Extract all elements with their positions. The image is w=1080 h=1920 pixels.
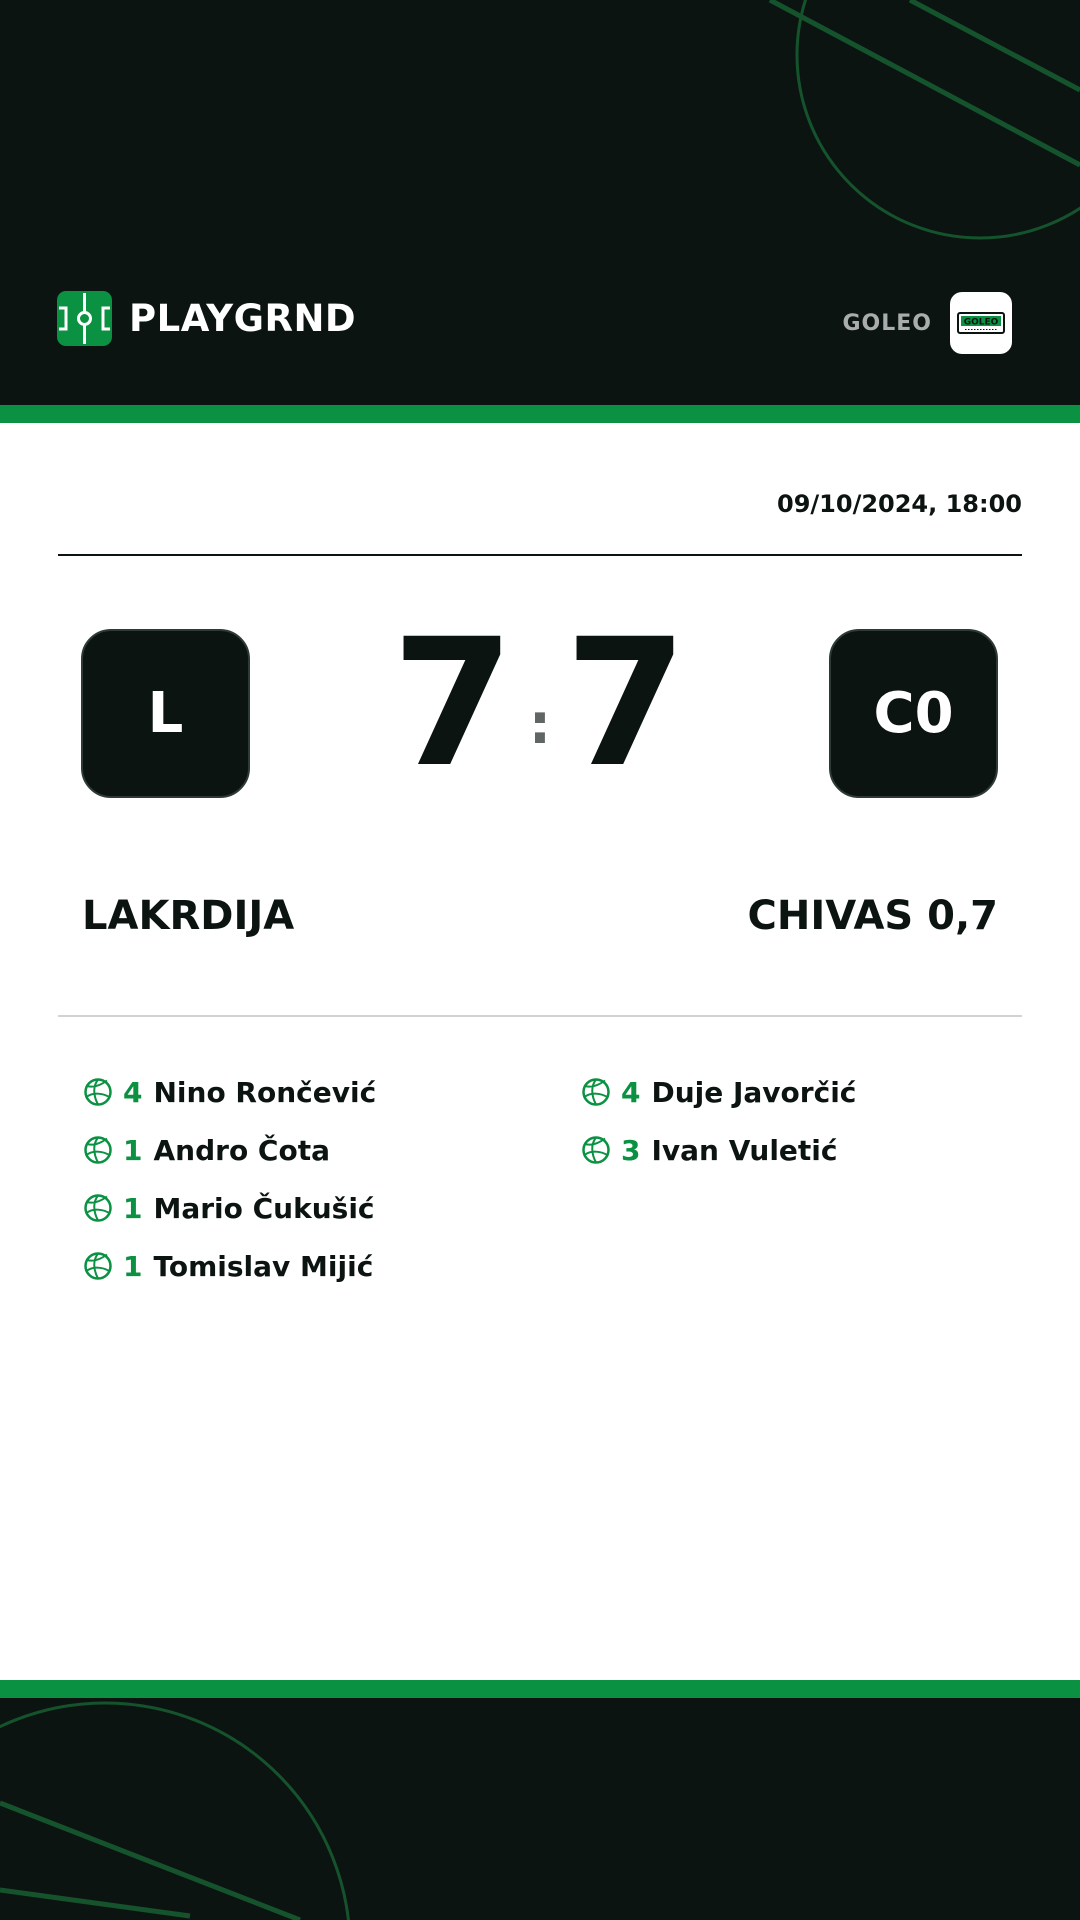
footer <box>0 1698 1080 1920</box>
goal-count: 1 <box>123 1133 143 1167</box>
goal-count: 4 <box>123 1075 143 1109</box>
scorer-item <box>581 1063 856 1121</box>
goal-count: 1 <box>123 1249 143 1283</box>
divider <box>58 1015 1022 1017</box>
ball-icon <box>83 1135 113 1165</box>
player-name: Tomislav Mijić <box>153 1249 374 1283</box>
goal-count: 4 <box>621 1075 641 1109</box>
home-team-badge: L <box>81 629 250 798</box>
ball-icon <box>83 1251 113 1281</box>
brand-name: PLAYGRND <box>129 297 357 340</box>
player-name: Andro Čota <box>153 1133 330 1167</box>
goal-count: 1 <box>123 1191 143 1225</box>
pitch-lines-decoration <box>0 1698 1080 1920</box>
scorer-item <box>83 1237 376 1295</box>
ball-icon <box>581 1135 611 1165</box>
ball-icon <box>83 1077 113 1107</box>
score-separator: : <box>528 692 552 757</box>
home-score: 7 <box>391 601 515 806</box>
scorer-item <box>83 1121 376 1179</box>
away-team-badge: C0 <box>829 629 998 798</box>
header-accent-bar <box>0 405 1080 423</box>
partner <box>842 292 1012 354</box>
player-name: Ivan Vuletić <box>651 1133 838 1167</box>
player-name: Mario Čukušić <box>153 1191 375 1225</box>
partner-logo <box>950 292 1012 354</box>
home-scorers-list <box>83 1063 376 1295</box>
scorer-item <box>83 1179 376 1237</box>
home-team-name: LAKRDIJA <box>82 893 295 939</box>
scorer-item <box>581 1121 856 1179</box>
partner-logo-text: GOLEO <box>963 317 999 328</box>
footer-accent-bar <box>0 1680 1080 1698</box>
away-score: 7 <box>564 601 688 806</box>
away-scorers-list <box>581 1063 856 1179</box>
partner-label: GOLEO <box>842 310 932 336</box>
away-team-name: CHIVAS 0,7 <box>747 893 998 939</box>
goal-count: 3 <box>621 1133 641 1167</box>
brand <box>57 291 356 346</box>
match-datetime: 09/10/2024, 18:00 <box>777 490 1022 518</box>
player-name: Nino Rončević <box>153 1075 377 1109</box>
player-name: Duje Javorčić <box>651 1075 857 1109</box>
header <box>0 0 1080 405</box>
ball-icon <box>581 1077 611 1107</box>
scorer-item <box>83 1063 376 1121</box>
pitch-icon <box>57 291 112 346</box>
ball-icon <box>83 1193 113 1223</box>
divider <box>58 554 1022 556</box>
